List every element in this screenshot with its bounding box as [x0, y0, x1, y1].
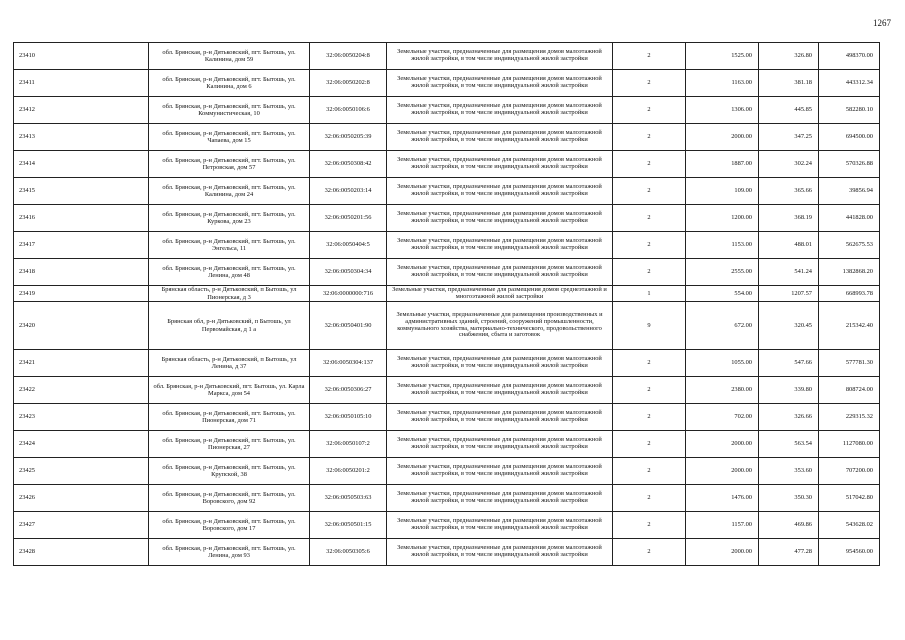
- group-cell: 2: [613, 404, 686, 431]
- land-use-cell: Земельные участки, предназначенные для размещения домов малоэтажной жилой застройки, в том числе индивидуальной жилой застройки: [387, 178, 613, 205]
- table-body: [14, 43, 880, 566]
- table-row: [14, 124, 880, 151]
- area-cell: 1055.00: [686, 350, 759, 377]
- row-number-cell: 23415: [14, 178, 149, 205]
- cadastral-value-cell: 498370.00: [819, 43, 880, 70]
- specific-value-cell: 488.01: [759, 232, 819, 259]
- cadastral-value-cell: 562675.53: [819, 232, 880, 259]
- cadastral-number-cell: 32:06:0050105:10: [310, 404, 387, 431]
- cadastral-value-cell: 1382868.20: [819, 259, 880, 286]
- address-cell: обл. Брянская, р-н Дятьковский, пгт. Бытошь, ул. Ленина, дом 48: [149, 259, 310, 286]
- cadastral-number-cell: 32:06:0050204:8: [310, 43, 387, 70]
- land-use-cell: Земельные участки, предназначенные для размещения домов малоэтажной жилой застройки, в том числе индивидуальной жилой застройки: [387, 70, 613, 97]
- table-row: [14, 286, 880, 302]
- table-row: [14, 151, 880, 178]
- table-row: [14, 404, 880, 431]
- cadastral-value-cell: 215342.40: [819, 302, 880, 350]
- address-cell: обл. Брянская, р-н Дятьковский, пгт. Бытошь, ул. Ленина, дом 93: [149, 539, 310, 566]
- address-cell: обл. Брянская, р-н Дятьковский, пгт. Бытошь, ул. Воровского, дом 17: [149, 512, 310, 539]
- address-cell: обл. Брянская, р-н Дятьковский, пгт. Бытошь, ул. Крупской, 38: [149, 458, 310, 485]
- cadastral-value-cell: 543628.02: [819, 512, 880, 539]
- area-cell: 1163.00: [686, 70, 759, 97]
- address-cell: обл. Брянская, р-н Дятьковский, пгт. Бытошь, ул. Калинина, дом 59: [149, 43, 310, 70]
- group-cell: 2: [613, 377, 686, 404]
- cadastral-value-cell: 517042.80: [819, 485, 880, 512]
- land-use-cell: Земельные участки, предназначенные для размещения домов малоэтажной жилой застройки, в том числе индивидуальной жилой застройки: [387, 485, 613, 512]
- specific-value-cell: 365.66: [759, 178, 819, 205]
- row-number-cell: 23423: [14, 404, 149, 431]
- area-cell: 2000.00: [686, 431, 759, 458]
- table-row: [14, 485, 880, 512]
- area-cell: 554.00: [686, 286, 759, 302]
- land-use-cell: Земельные участки, предназначенные для размещения домов малоэтажной жилой застройки, в том числе индивидуальной жилой застройки: [387, 404, 613, 431]
- land-use-cell: Земельные участки, предназначенные для размещения домов малоэтажной жилой застройки, в том числе индивидуальной жилой застройки: [387, 539, 613, 566]
- row-number-cell: 23421: [14, 350, 149, 377]
- row-number-cell: 23427: [14, 512, 149, 539]
- group-cell: 2: [613, 259, 686, 286]
- table-row: [14, 377, 880, 404]
- address-cell: обл. Брянская, р-н Дятьковский, пгт. Бытошь, ул. Калинина, дом 6: [149, 70, 310, 97]
- table-row: [14, 512, 880, 539]
- group-cell: 2: [613, 431, 686, 458]
- address-cell: обл. Брянская, р-н Дятьковский, пгт. Бытошь, ул. Пионерская, дом 71: [149, 404, 310, 431]
- address-cell: обл. Брянская, р-н Дятьковский, пгт. Бытошь, ул. Пионерская, 27: [149, 431, 310, 458]
- address-cell: обл. Брянская, р-н Дятьковский, пгт. Бытошь, ул. Чапаева, дом 15: [149, 124, 310, 151]
- table-row: [14, 97, 880, 124]
- address-cell: обл. Брянская, р-н Дятьковский, пгт. Бытошь, ул. Куркова, дом 23: [149, 205, 310, 232]
- cadastral-value-cell: 668993.78: [819, 286, 880, 302]
- land-use-cell: Земельные участки, предназначенные для размещения домов малоэтажной жилой застройки, в том числе индивидуальной жилой застройки: [387, 259, 613, 286]
- row-number-cell: 23428: [14, 539, 149, 566]
- group-cell: 2: [613, 151, 686, 178]
- land-use-cell: Земельные участки, предназначенные для размещения домов малоэтажной жилой застройки, в том числе индивидуальной жилой застройки: [387, 350, 613, 377]
- row-number-cell: 23414: [14, 151, 149, 178]
- address-cell: обл. Брянская, р-н Дятьковский, пгт. Бытошь, ул. Энгельса, 11: [149, 232, 310, 259]
- land-use-cell: Земельные участки, предназначенные для размещения домов малоэтажной жилой застройки, в том числе индивидуальной жилой застройки: [387, 377, 613, 404]
- land-use-cell: Земельные участки, предназначенные для размещения домов среднеэтажной и многоэтажной жилой застройки: [387, 286, 613, 302]
- specific-value-cell: 326.80: [759, 43, 819, 70]
- group-cell: 2: [613, 43, 686, 70]
- group-cell: 2: [613, 124, 686, 151]
- cadastral-value-cell: 229315.32: [819, 404, 880, 431]
- land-use-cell: Земельные участки, предназначенные для размещения домов малоэтажной жилой застройки, в том числе индивидуальной жилой застройки: [387, 232, 613, 259]
- group-cell: 2: [613, 539, 686, 566]
- table-row: [14, 70, 880, 97]
- group-cell: 2: [613, 485, 686, 512]
- cadastral-number-cell: 32:06:0050203:14: [310, 178, 387, 205]
- cadastral-value-cell: 808724.00: [819, 377, 880, 404]
- table-row: [14, 232, 880, 259]
- land-use-cell: Земельные участки, предназначенные для размещения домов малоэтажной жилой застройки, в том числе индивидуальной жилой застройки: [387, 97, 613, 124]
- table-row: [14, 350, 880, 377]
- specific-value-cell: 381.18: [759, 70, 819, 97]
- specific-value-cell: 353.60: [759, 458, 819, 485]
- area-cell: 1157.00: [686, 512, 759, 539]
- row-number-cell: 23425: [14, 458, 149, 485]
- row-number-cell: 23411: [14, 70, 149, 97]
- cadastral-value-cell: 694500.00: [819, 124, 880, 151]
- address-cell: Брянская область, р-н Дятьковский, п Бытошь, ул Ленина, д 37: [149, 350, 310, 377]
- row-number-cell: 23424: [14, 431, 149, 458]
- specific-value-cell: 445.85: [759, 97, 819, 124]
- cadastral-value-cell: 570326.88: [819, 151, 880, 178]
- row-number-cell: 23412: [14, 97, 149, 124]
- land-use-cell: Земельные участки, предназначенные для размещения домов малоэтажной жилой застройки, в том числе индивидуальной жилой застройки: [387, 431, 613, 458]
- cadastral-number-cell: 32:06:0050305:6: [310, 539, 387, 566]
- table-row: [14, 205, 880, 232]
- row-number-cell: 23410: [14, 43, 149, 70]
- cadastral-number-cell: 32:06:0050205:39: [310, 124, 387, 151]
- land-use-cell: Земельные участки, предназначенные для размещения домов малоэтажной жилой застройки, в том числе индивидуальной жилой застройки: [387, 151, 613, 178]
- group-cell: 2: [613, 350, 686, 377]
- area-cell: 2380.00: [686, 377, 759, 404]
- address-cell: обл. Брянская, р-н Дятьковский, пгт. Бытошь, ул. Карла Маркса, дом 54: [149, 377, 310, 404]
- cadastral-number-cell: 32:06:0050401:90: [310, 302, 387, 350]
- group-cell: 2: [613, 458, 686, 485]
- table-row: [14, 178, 880, 205]
- group-cell: 2: [613, 97, 686, 124]
- group-cell: 2: [613, 70, 686, 97]
- cadastral-number-cell: 32:06:0050503:63: [310, 485, 387, 512]
- group-cell: 9: [613, 302, 686, 350]
- land-use-cell: Земельные участки, предназначенные для размещения производственных и административных зданий, строений, сооружений промышленности, коммунального хозяйства, материально-технического, продовольственного снабжения, сбыта и заготовок: [387, 302, 613, 350]
- table-row: [14, 539, 880, 566]
- land-use-cell: Земельные участки, предназначенные для размещения домов малоэтажной жилой застройки, в том числе индивидуальной жилой застройки: [387, 458, 613, 485]
- land-use-cell: Земельные участки, предназначенные для размещения домов малоэтажной жилой застройки, в том числе индивидуальной жилой застройки: [387, 205, 613, 232]
- page-number: 1267: [873, 18, 891, 28]
- group-cell: 2: [613, 232, 686, 259]
- cadastral-number-cell: 32:06:0050404:5: [310, 232, 387, 259]
- area-cell: 672.00: [686, 302, 759, 350]
- cadastral-number-cell: 32:06:0050304:137: [310, 350, 387, 377]
- address-cell: обл. Брянская, р-н Дятьковский, пгт. Бытошь, ул. Воровского, дом 92: [149, 485, 310, 512]
- row-number-cell: 23417: [14, 232, 149, 259]
- cadastral-number-cell: 32:06:0050306:27: [310, 377, 387, 404]
- specific-value-cell: 339.80: [759, 377, 819, 404]
- specific-value-cell: 320.45: [759, 302, 819, 350]
- area-cell: 1306.00: [686, 97, 759, 124]
- specific-value-cell: 1207.57: [759, 286, 819, 302]
- specific-value-cell: 302.24: [759, 151, 819, 178]
- address-cell: Брянская область, р-н Дятьковский, п Бытошь, ул Пионерская, д 3: [149, 286, 310, 302]
- area-cell: 2000.00: [686, 458, 759, 485]
- row-number-cell: 23422: [14, 377, 149, 404]
- specific-value-cell: 350.30: [759, 485, 819, 512]
- cadastral-value-cell: 443312.34: [819, 70, 880, 97]
- cadastral-number-cell: 32:06:0050201:2: [310, 458, 387, 485]
- cadastral-number-cell: 32:06:0000000:716: [310, 286, 387, 302]
- area-cell: 1887.00: [686, 151, 759, 178]
- table-row: [14, 431, 880, 458]
- area-cell: 1153.00: [686, 232, 759, 259]
- group-cell: 2: [613, 205, 686, 232]
- cadastral-value-cell: 39856.94: [819, 178, 880, 205]
- land-use-cell: Земельные участки, предназначенные для размещения домов малоэтажной жилой застройки, в том числе индивидуальной жилой застройки: [387, 43, 613, 70]
- table-row: [14, 302, 880, 350]
- address-cell: обл. Брянская, р-н Дятьковский, пгт. Бытошь, ул. Петровская, дом 57: [149, 151, 310, 178]
- group-cell: 2: [613, 178, 686, 205]
- area-cell: 1476.00: [686, 485, 759, 512]
- specific-value-cell: 547.66: [759, 350, 819, 377]
- specific-value-cell: 469.86: [759, 512, 819, 539]
- area-cell: 109.00: [686, 178, 759, 205]
- table-row: [14, 259, 880, 286]
- cadastral-value-cell: 577781.30: [819, 350, 880, 377]
- row-number-cell: 23426: [14, 485, 149, 512]
- table-row: [14, 43, 880, 70]
- area-cell: 2000.00: [686, 539, 759, 566]
- row-number-cell: 23420: [14, 302, 149, 350]
- cadastral-number-cell: 32:06:0050501:15: [310, 512, 387, 539]
- cadastral-value-table: [13, 42, 880, 566]
- specific-value-cell: 563.54: [759, 431, 819, 458]
- row-number-cell: 23418: [14, 259, 149, 286]
- specific-value-cell: 347.25: [759, 124, 819, 151]
- area-cell: 2555.00: [686, 259, 759, 286]
- cadastral-number-cell: 32:06:0050107:2: [310, 431, 387, 458]
- cadastral-number-cell: 32:06:0050308:42: [310, 151, 387, 178]
- table-row: [14, 458, 880, 485]
- area-cell: 1525.00: [686, 43, 759, 70]
- cadastral-value-cell: 954560.00: [819, 539, 880, 566]
- cadastral-number-cell: 32:06:0050201:56: [310, 205, 387, 232]
- address-cell: обл. Брянская, р-н Дятьковский, пгт. Бытошь, ул. Калинина, дом 24: [149, 178, 310, 205]
- row-number-cell: 23416: [14, 205, 149, 232]
- area-cell: 2000.00: [686, 124, 759, 151]
- cadastral-value-cell: 441828.00: [819, 205, 880, 232]
- cadastral-number-cell: 32:06:0050106:6: [310, 97, 387, 124]
- cadastral-number-cell: 32:06:0050304:34: [310, 259, 387, 286]
- row-number-cell: 23413: [14, 124, 149, 151]
- address-cell: обл. Брянская, р-н Дятьковский, пгт. Бытошь, ул. Коммунистическая, 10: [149, 97, 310, 124]
- area-cell: 1200.00: [686, 205, 759, 232]
- cadastral-value-cell: 582280.10: [819, 97, 880, 124]
- specific-value-cell: 541.24: [759, 259, 819, 286]
- land-use-cell: Земельные участки, предназначенные для размещения домов малоэтажной жилой застройки, в том числе индивидуальной жилой застройки: [387, 512, 613, 539]
- group-cell: 1: [613, 286, 686, 302]
- specific-value-cell: 368.19: [759, 205, 819, 232]
- group-cell: 2: [613, 512, 686, 539]
- cadastral-value-cell: 707200.00: [819, 458, 880, 485]
- specific-value-cell: 326.66: [759, 404, 819, 431]
- cadastral-number-cell: 32:06:0050202:8: [310, 70, 387, 97]
- row-number-cell: 23419: [14, 286, 149, 302]
- specific-value-cell: 477.28: [759, 539, 819, 566]
- address-cell: Брянская обл, р-н Дятьковский, п Бытошь, ул Первомайская, д 1 а: [149, 302, 310, 350]
- land-use-cell: Земельные участки, предназначенные для размещения домов малоэтажной жилой застройки, в том числе индивидуальной жилой застройки: [387, 124, 613, 151]
- cadastral-value-cell: 1127080.00: [819, 431, 880, 458]
- area-cell: 702.00: [686, 404, 759, 431]
